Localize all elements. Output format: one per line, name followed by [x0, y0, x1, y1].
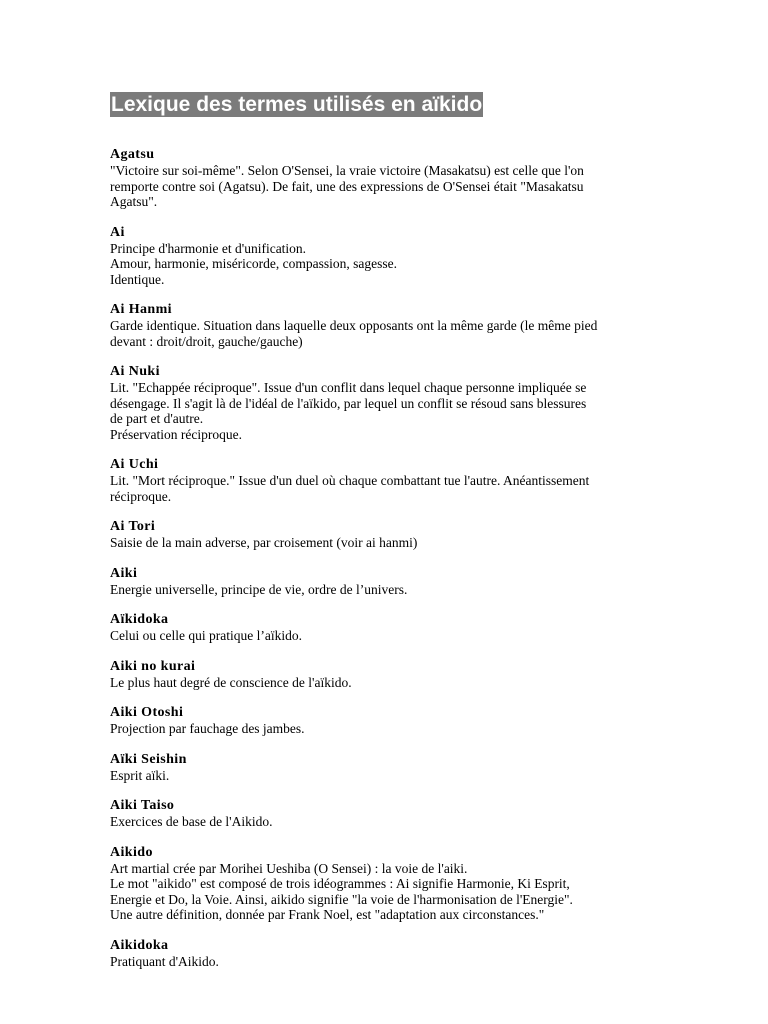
glossary-term: Aïki Seishin — [110, 751, 187, 767]
glossary-term: Aiki Taiso — [110, 798, 175, 813]
glossary-term: Aiki — [110, 565, 138, 581]
glossary-term: Aiki Otoshi — [110, 705, 184, 720]
glossary-entry — [110, 519, 670, 551]
definition-line: Une autre définition, donnée par Frank Noel, est "adaptation aux circonstances." — [110, 907, 545, 922]
glossary-term: Agatsu — [110, 147, 155, 162]
glossary-term: Aikidoka — [110, 937, 169, 953]
glossary-term: Ai Uchi — [110, 457, 159, 472]
glossary-entry — [110, 302, 670, 349]
glossary-entry — [110, 845, 670, 923]
definition-line: désengage. Il s'agit là de l'idéal de l'aïkido, par lequel un conflit se résoud sans blessures — [110, 395, 587, 411]
definition-line: Garde identique. Situation dans laquelle deux opposants ont la même garde (le même pied — [110, 318, 598, 333]
glossary-term: Ai Tori — [110, 519, 156, 534]
glossary-term: Aiki no kurai — [110, 658, 196, 674]
title-container — [110, 92, 483, 117]
definition-line: Agatsu". — [110, 194, 158, 209]
glossary-entry — [110, 938, 670, 970]
page-title: Lexique des termes utilisés en aïkido — [111, 93, 483, 116]
definition-line: Amour, harmonie, miséricorde, compassion, sagesse. — [110, 256, 398, 271]
glossary-entry — [110, 457, 670, 504]
definition-line: de part et d'autre. — [110, 411, 204, 426]
definition-line: Exercices de base de l'Aikido. — [110, 814, 273, 829]
glossary-entry — [110, 659, 670, 691]
definition-line: "Victoire sur soi-même". Selon O'Sensei, la vraie victoire (Masakatsu) est celle que l'on — [110, 163, 584, 178]
definition-line: Le mot "aikido" est composé de trois idéogrammes : Ai signifie Harmonie, Ki Esprit, — [110, 876, 570, 891]
glossary-entry — [110, 566, 670, 598]
definition-line: Principe d'harmonie et d'unification. — [110, 240, 307, 256]
definition-line: Lit. "Mort réciproque." Issue d'un duel où chaque combattant tue l'autre. Anéantissement — [110, 473, 590, 488]
definition-line: Esprit aïki. — [110, 767, 170, 783]
glossary-entry — [110, 612, 670, 644]
definition-line: Le plus haut degré de conscience de l'aïkido. — [110, 674, 352, 690]
glossary-term: Aïkidoka — [110, 612, 169, 627]
definition-line: Art martial crée par Morihei Ueshiba (O Sensei) : la voie de l'aiki. — [110, 860, 468, 876]
definition-line: Lit. "Echappée réciproque". Issue d'un conflit dans lequel chaque personne impliquée se — [110, 380, 587, 395]
glossary-entry — [110, 752, 670, 784]
glossary-entry — [110, 705, 670, 737]
glossary-entry — [110, 364, 670, 442]
definition-line: Projection par fauchage des jambes. — [110, 721, 305, 736]
glossary-entry — [110, 798, 670, 830]
glossary-term: Aikido — [110, 844, 153, 860]
definition-line: Energie et Do, la Voie. Ainsi, aikido signifie "la voie de l'harmonisation de l'Energie". — [110, 891, 573, 907]
definition-line: Energie universelle, principe de vie, ordre de l’univers. — [110, 581, 408, 597]
glossary-term: Ai Nuki — [110, 364, 160, 379]
definition-line: réciproque. — [110, 488, 172, 504]
glossary-entry — [110, 225, 670, 288]
glossary-list — [110, 147, 670, 984]
definition-line: remporte contre soi (Agatsu). De fait, une des expressions de O'Sensei était "Masakatsu — [110, 178, 584, 194]
definition-line: Préservation réciproque. — [110, 426, 242, 442]
definition-line: Saisie de la main adverse, par croisement (voir ai hanmi) — [110, 535, 418, 550]
definition-line: Pratiquant d'Aikido. — [110, 953, 219, 969]
glossary-term: Ai Hanmi — [110, 302, 172, 317]
definition-line: Celui ou celle qui pratique l’aïkido. — [110, 628, 302, 643]
definition-line: Identique. — [110, 271, 165, 287]
definition-line: devant : droit/droit, gauche/gauche) — [110, 333, 303, 349]
glossary-entry — [110, 147, 670, 210]
glossary-term: Ai — [110, 224, 125, 240]
